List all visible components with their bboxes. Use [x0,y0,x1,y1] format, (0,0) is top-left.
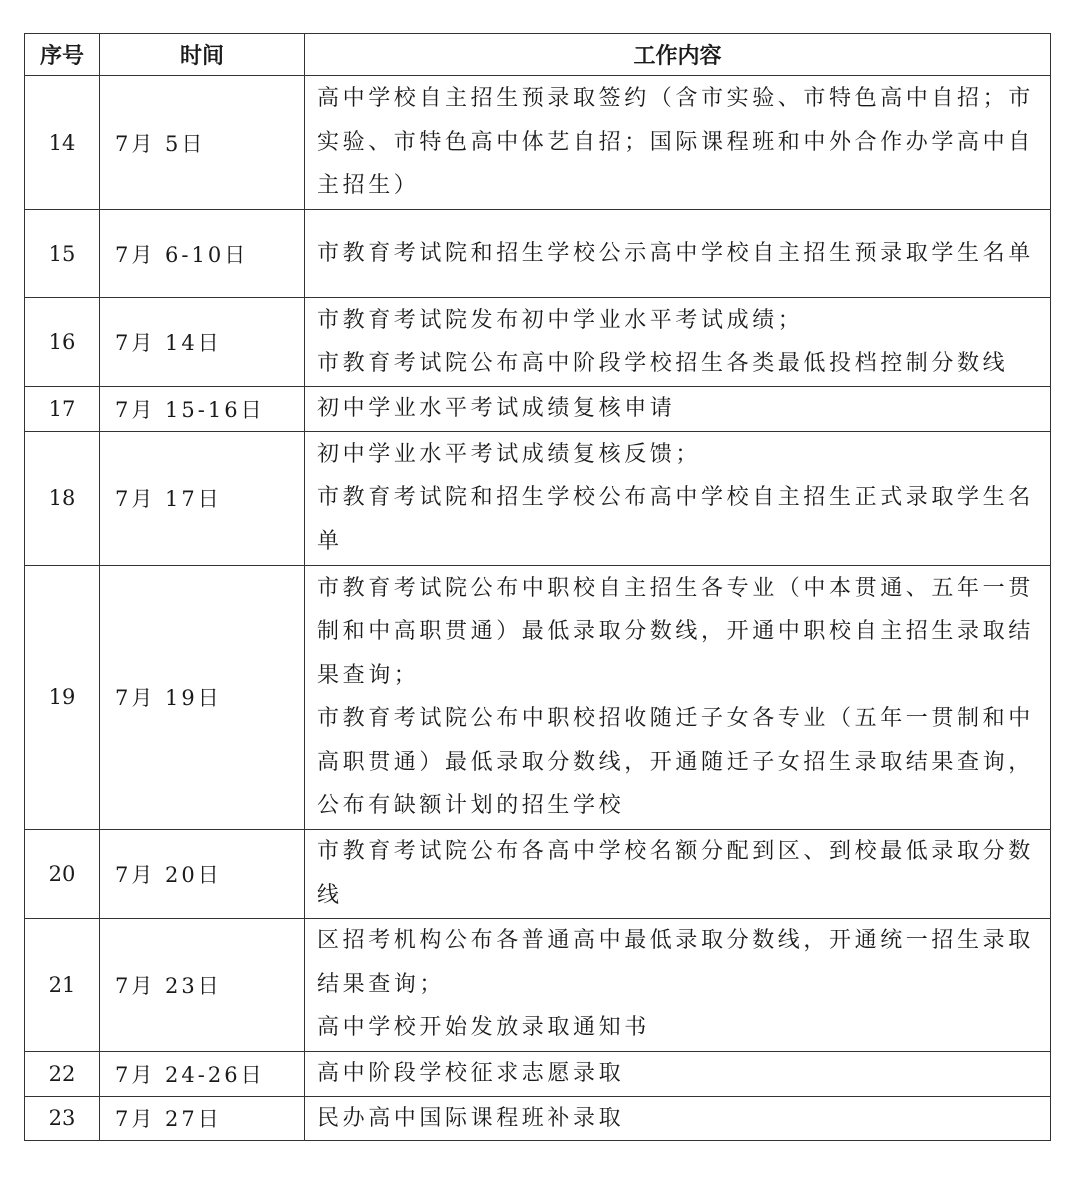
work-line: 市教育考试院公布中职校招收随迁子女各专业（五年一贯制和中高职贯通）最低录取分数线，开通随迁子女招生录取结果查询，公布有缺额计划的招生学校 [317,706,1034,818]
work-line: 市教育考试院公布中职校自主招生各专业（中本贯通、五年一贯制和中高职贯通）最低录取分数线，开通中职校自主招生录取结果查询； [317,575,1034,688]
table-row [25,210,1051,298]
row-time: 7月 14日 [100,298,305,387]
header-time: 时间 [100,34,305,76]
table-row [25,565,1051,829]
schedule-table [24,33,1051,1141]
row-time: 7月 23日 [100,918,305,1051]
row-work [305,1096,1051,1141]
row-work [305,210,1051,298]
work-line: 高中学校开始发放录取通知书 [317,1015,650,1041]
row-work [305,1051,1051,1096]
work-line: 民办高中国际课程班补录取 [317,1105,625,1131]
table-row [25,829,1051,918]
row-no: 16 [25,298,100,387]
work-line: 市教育考试院和招生学校公布高中学校自主招生正式录取学生名单 [317,485,1034,554]
row-no: 17 [25,387,100,432]
row-work [305,565,1051,829]
work-line: 高中阶段学校征求志愿录取 [317,1060,625,1086]
table-row [25,387,1051,432]
work-line: 市教育考试院公布各高中学校名额分配到区、到校最低录取分数线 [317,839,1034,908]
row-no: 14 [25,76,100,210]
work-line: 区招考机构公布各普通高中最低录取分数线，开通统一招生录取结果查询； [317,928,1034,997]
row-time: 7月 27日 [100,1096,305,1141]
work-line: 初中学业水平考试成绩复核反馈； [317,441,702,467]
header-no: 序号 [25,34,100,76]
work-line: 市教育考试院发布初中学业水平考试成绩； [317,307,804,333]
row-time: 7月 5日 [100,76,305,210]
row-work [305,829,1051,918]
work-line: 初中学业水平考试成绩复核申请 [317,396,676,421]
row-no: 15 [25,210,100,298]
table-row [25,1096,1051,1141]
row-no: 18 [25,431,100,565]
row-time: 7月 15-16日 [100,387,305,432]
work-line: 高中学校自主招生预录取签约（含市实验、市特色高中自招；市实验、市特色高中体艺自招；国际课程班和中外合作办学高中自主招生） [317,86,1034,199]
header-work: 工作内容 [305,34,1051,76]
table-row [25,76,1051,210]
row-work [305,387,1051,432]
row-work [305,76,1051,210]
row-time: 7月 19日 [100,565,305,829]
row-no: 21 [25,918,100,1051]
row-no: 22 [25,1051,100,1096]
row-no: 23 [25,1096,100,1141]
row-work [305,918,1051,1051]
row-time: 7月 6-10日 [100,210,305,298]
row-work [305,431,1051,565]
row-no: 20 [25,829,100,918]
table-row [25,298,1051,387]
row-time: 7月 20日 [100,829,305,918]
work-line: 市教育考试院公布高中阶段学校招生各类最低投档控制分数线 [317,351,1009,376]
row-time: 7月 17日 [100,431,305,565]
row-time: 7月 24-26日 [100,1051,305,1096]
row-work [305,298,1051,387]
table-row [25,918,1051,1051]
table-row [25,1051,1051,1096]
table-header-row [25,34,1051,76]
table-row [25,431,1051,565]
work-line: 市教育考试院和招生学校公示高中学校自主招生预录取学生名单 [317,240,1034,266]
row-no: 19 [25,565,100,829]
